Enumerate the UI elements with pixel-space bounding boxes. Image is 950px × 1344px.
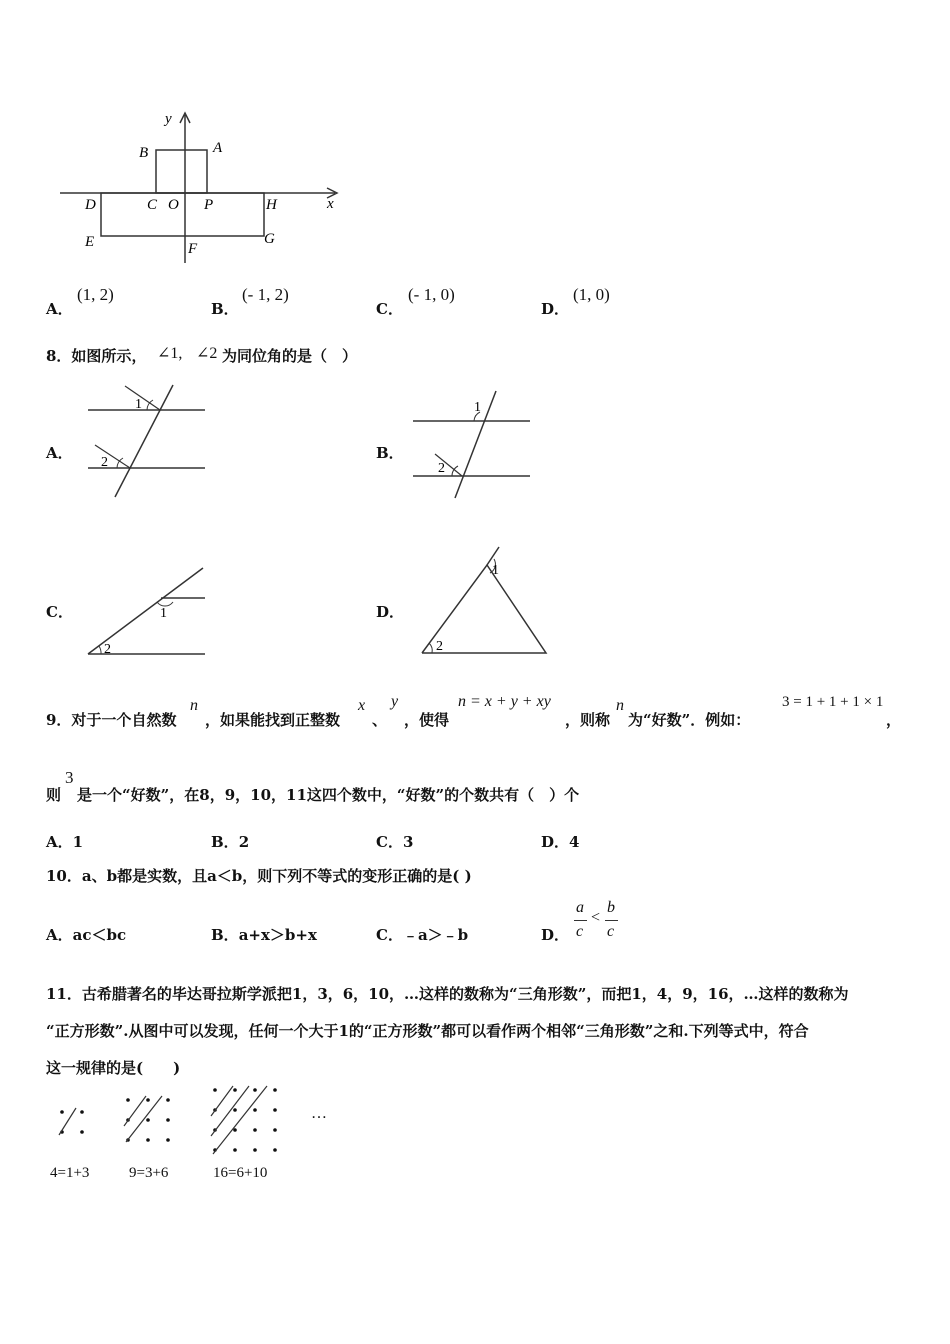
q9-option-c: C．3 <box>376 833 414 851</box>
q10-option-d-letter: D． <box>541 926 570 944</box>
q10-stem: 10．a、b都是实数，且a＜b，则下列不等式的变形正确的是( ) <box>46 867 472 885</box>
q10-option-b: B．a+x＞b+x <box>211 926 317 944</box>
q9-text-4: ，则称 <box>565 711 611 729</box>
q9-three: 3 <box>65 768 74 787</box>
q10-option-d-fraction <box>572 899 622 947</box>
q10-option-a: A．ac＜bc <box>46 926 127 944</box>
q9-comma: ， <box>886 711 902 729</box>
q8-stem-prefix: 8．如图所示， <box>46 347 147 365</box>
label-H: H <box>266 197 277 213</box>
q9-text-3: ，使得 <box>404 711 450 729</box>
q11-line-2: “正方形数”.从图中可以发现，任何一个大于1的“正方形数”都可以看作两个相邻“三角形数”之和.下列等式中，符合 <box>46 1022 809 1040</box>
q9-sep: 、 <box>372 711 388 729</box>
q8-option-d-letter: D． <box>376 603 405 621</box>
label-B: B <box>139 145 149 161</box>
q9-text-5: 为“好数”．例如： <box>628 711 751 729</box>
frac-num-a: a <box>576 899 584 916</box>
q11-dot-pattern-9 <box>118 1092 178 1150</box>
q8-option-b-letter: B． <box>376 444 404 462</box>
frac-bar-2 <box>605 920 618 921</box>
q7-coordinate-figure <box>55 105 355 275</box>
q8-option-a-letter: A． <box>46 444 73 462</box>
q9-line2-rest: 是一个“好数”，在8，9，10，11这四个数中，“好数”的个数共有（ ）个 <box>77 786 580 804</box>
frac-less-than: < <box>591 909 601 926</box>
frac-bar-1 <box>574 920 587 921</box>
q7-option-c-value: (- 1, 0) <box>408 285 455 304</box>
q9-option-b: B．2 <box>211 833 250 851</box>
frac-den-c1: c <box>576 923 584 940</box>
q8-option-c-letter: C． <box>46 603 73 621</box>
q11-dot-pattern-16 <box>205 1082 285 1160</box>
q8-figure-a <box>85 380 215 502</box>
q8-stem-suffix: 为同位角的是（ ） <box>222 347 358 365</box>
q10-option-c: C．﹣a＞﹣b <box>376 926 469 944</box>
q8-c-mark2: 2 <box>104 642 111 657</box>
q8-figure-b <box>410 388 535 500</box>
frac-num-b: b <box>607 899 615 916</box>
label-F: F <box>188 241 198 257</box>
q9-option-a: A．1 <box>46 833 84 851</box>
label-O: O <box>168 197 179 213</box>
label-y: y <box>165 111 172 127</box>
q9-option-d: D．4 <box>541 833 580 851</box>
q7-option-d-letter: D． <box>541 300 570 318</box>
label-C: C <box>147 197 158 213</box>
label-G: G <box>264 231 275 247</box>
q9-text-1: 9．对于一个自然数 <box>46 711 177 729</box>
label-E: E <box>85 234 95 250</box>
q11-caption-16: 16=6+10 <box>213 1165 268 1181</box>
q8-b-mark1: 1 <box>474 400 481 415</box>
q8-a-mark1: 1 <box>135 397 142 412</box>
q8-c-mark1: 1 <box>160 606 167 621</box>
q8-d-mark2: 2 <box>436 639 443 654</box>
q9-text-2: ，如果能找到正整数 <box>205 711 341 729</box>
q9-y: y <box>391 693 399 710</box>
q8-figure-d <box>418 543 553 659</box>
q11-dot-pattern-4 <box>52 1102 92 1142</box>
label-x: x <box>327 196 334 212</box>
q9-line2-prefix: 则 <box>46 786 62 804</box>
q9-x: x <box>358 697 366 714</box>
q9-formula: n = x + y + xy <box>458 693 551 710</box>
q8-d-mark1: 1 <box>492 563 499 578</box>
q8-figure-c <box>85 562 210 660</box>
q11-ellipsis: … <box>311 1105 327 1122</box>
q11-caption-9: 9=3+6 <box>129 1165 169 1181</box>
q8-angle1: ∠1, <box>157 345 183 362</box>
frac-den-c2: c <box>607 923 615 940</box>
q7-option-a-value: (1, 2) <box>77 285 114 304</box>
label-D: D <box>85 197 96 213</box>
q8-a-mark2: 2 <box>101 455 108 470</box>
q9-example: 3 = 1 + 1 + 1 × 1 <box>782 694 884 710</box>
q7-option-c-letter: C． <box>376 300 403 318</box>
q7-option-b-value: (- 1, 2) <box>242 285 289 304</box>
label-P: P <box>204 197 214 213</box>
q9-n: n <box>190 697 198 714</box>
q7-option-a-letter: A． <box>46 300 73 318</box>
q7-option-b-letter: B． <box>211 300 239 318</box>
q8-b-mark2: 2 <box>438 461 445 476</box>
label-A: A <box>213 140 223 156</box>
q11-line-3: 这一规律的是( ) <box>46 1059 181 1077</box>
q9-n2: n <box>616 697 624 714</box>
q11-caption-4: 4=1+3 <box>50 1165 90 1181</box>
q7-option-d-value: (1, 0) <box>573 285 610 304</box>
q8-angle2: ∠2 <box>196 345 218 362</box>
q11-line-1: 11．古希腊著名的毕达哥拉斯学派把1，3，6，10，…这样的数称为“三角形数”，而把1，4，9，16，…这样的数称为 <box>46 985 849 1003</box>
